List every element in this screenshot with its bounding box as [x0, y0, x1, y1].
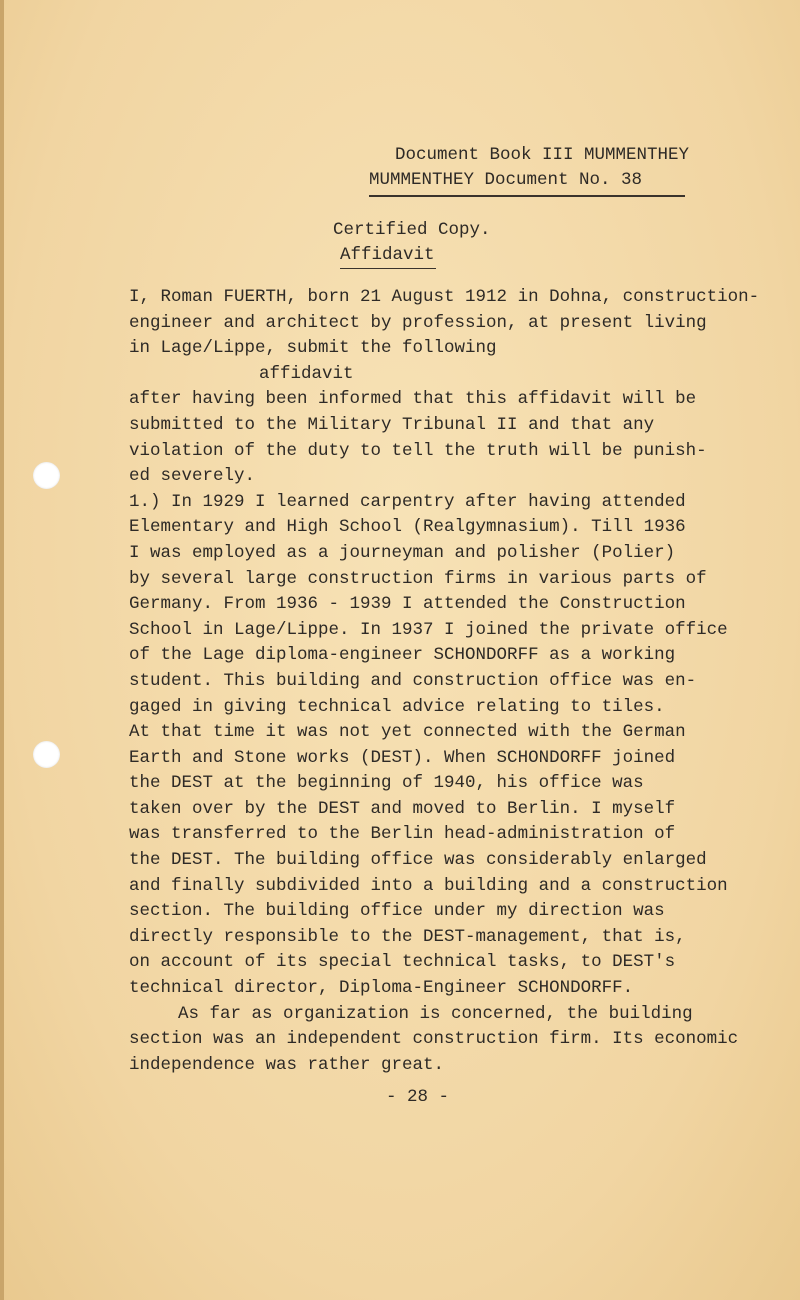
body-line: technical director, Diploma-Engineer SCHONDORFF. [129, 978, 634, 999]
affidavit-body [129, 285, 760, 1078]
certified-copy-label: Certified Copy. [333, 220, 491, 240]
body-line: Earth and Stone works (DEST). When SCHONDORFF joined [129, 747, 676, 768]
affidavit-title-underline [340, 268, 436, 269]
header-rule [369, 195, 685, 197]
body-line: Elementary and High School (Realgymnasium). Till 1936 [129, 517, 686, 538]
body-line: violation of the duty to tell the truth will be punish- [129, 440, 707, 461]
body-line: As far as organization is concerned, the building [178, 1003, 693, 1024]
body-line: directly responsible to the DEST-management, that is, [129, 926, 686, 947]
punch-hole-top [33, 462, 60, 489]
page-number: - 28 - [386, 1087, 450, 1107]
body-line: the DEST at the beginning of 1940, his office was [129, 773, 644, 794]
body-line: student. This building and construction office was en- [129, 670, 697, 691]
body-line: I was employed as a journeyman and polisher (Polier) [129, 542, 676, 563]
body-line: taken over by the DEST and moved to Berlin. I myself [129, 798, 676, 819]
header-document-book: Document Book III MUMMENTHEY [395, 145, 690, 165]
body-line: independence was rather great. [129, 1054, 445, 1075]
body-line: the DEST. The building office was considerably enlarged [129, 850, 707, 871]
affidavit-title: Affidavit [340, 245, 435, 265]
body-line: affidavit [259, 363, 354, 384]
body-line: engineer and architect by profession, at present living [129, 312, 707, 333]
page-edge [0, 0, 4, 1300]
header-document-number: MUMMENTHEY Document No. 38 [369, 170, 643, 190]
body-line: section was an independent construction firm. Its economic [129, 1029, 739, 1050]
punch-hole-bottom [33, 741, 60, 768]
body-line: after having been informed that this affidavit will be [129, 389, 697, 410]
body-line: section. The building office under my direction was [129, 901, 665, 922]
body-line: was transferred to the Berlin head-administration of [129, 824, 676, 845]
body-line: 1.) In 1929 I learned carpentry after having attended [129, 491, 686, 512]
body-line: by several large construction firms in various parts of [129, 568, 707, 589]
body-line: submitted to the Military Tribunal II and that any [129, 414, 655, 435]
body-line: in Lage/Lippe, submit the following [129, 338, 497, 359]
body-line: At that time it was not yet connected with the German [129, 722, 686, 743]
body-line: of the Lage diploma-engineer SCHONDORFF as a working [129, 645, 676, 666]
body-line: I, Roman FUERTH, born 21 August 1912 in Dohna, construction- [129, 287, 760, 307]
body-line: gaged in giving technical advice relating to tiles. [129, 696, 665, 717]
body-line: on account of its special technical tasks, to DEST's [129, 952, 676, 973]
body-line: School in Lage/Lippe. In 1937 I joined the private office [129, 619, 728, 640]
body-line: ed severely. [129, 466, 256, 487]
body-line: and finally subdivided into a building and a construction [129, 875, 728, 896]
body-line: Germany. From 1936 - 1939 I attended the Construction [129, 594, 686, 615]
